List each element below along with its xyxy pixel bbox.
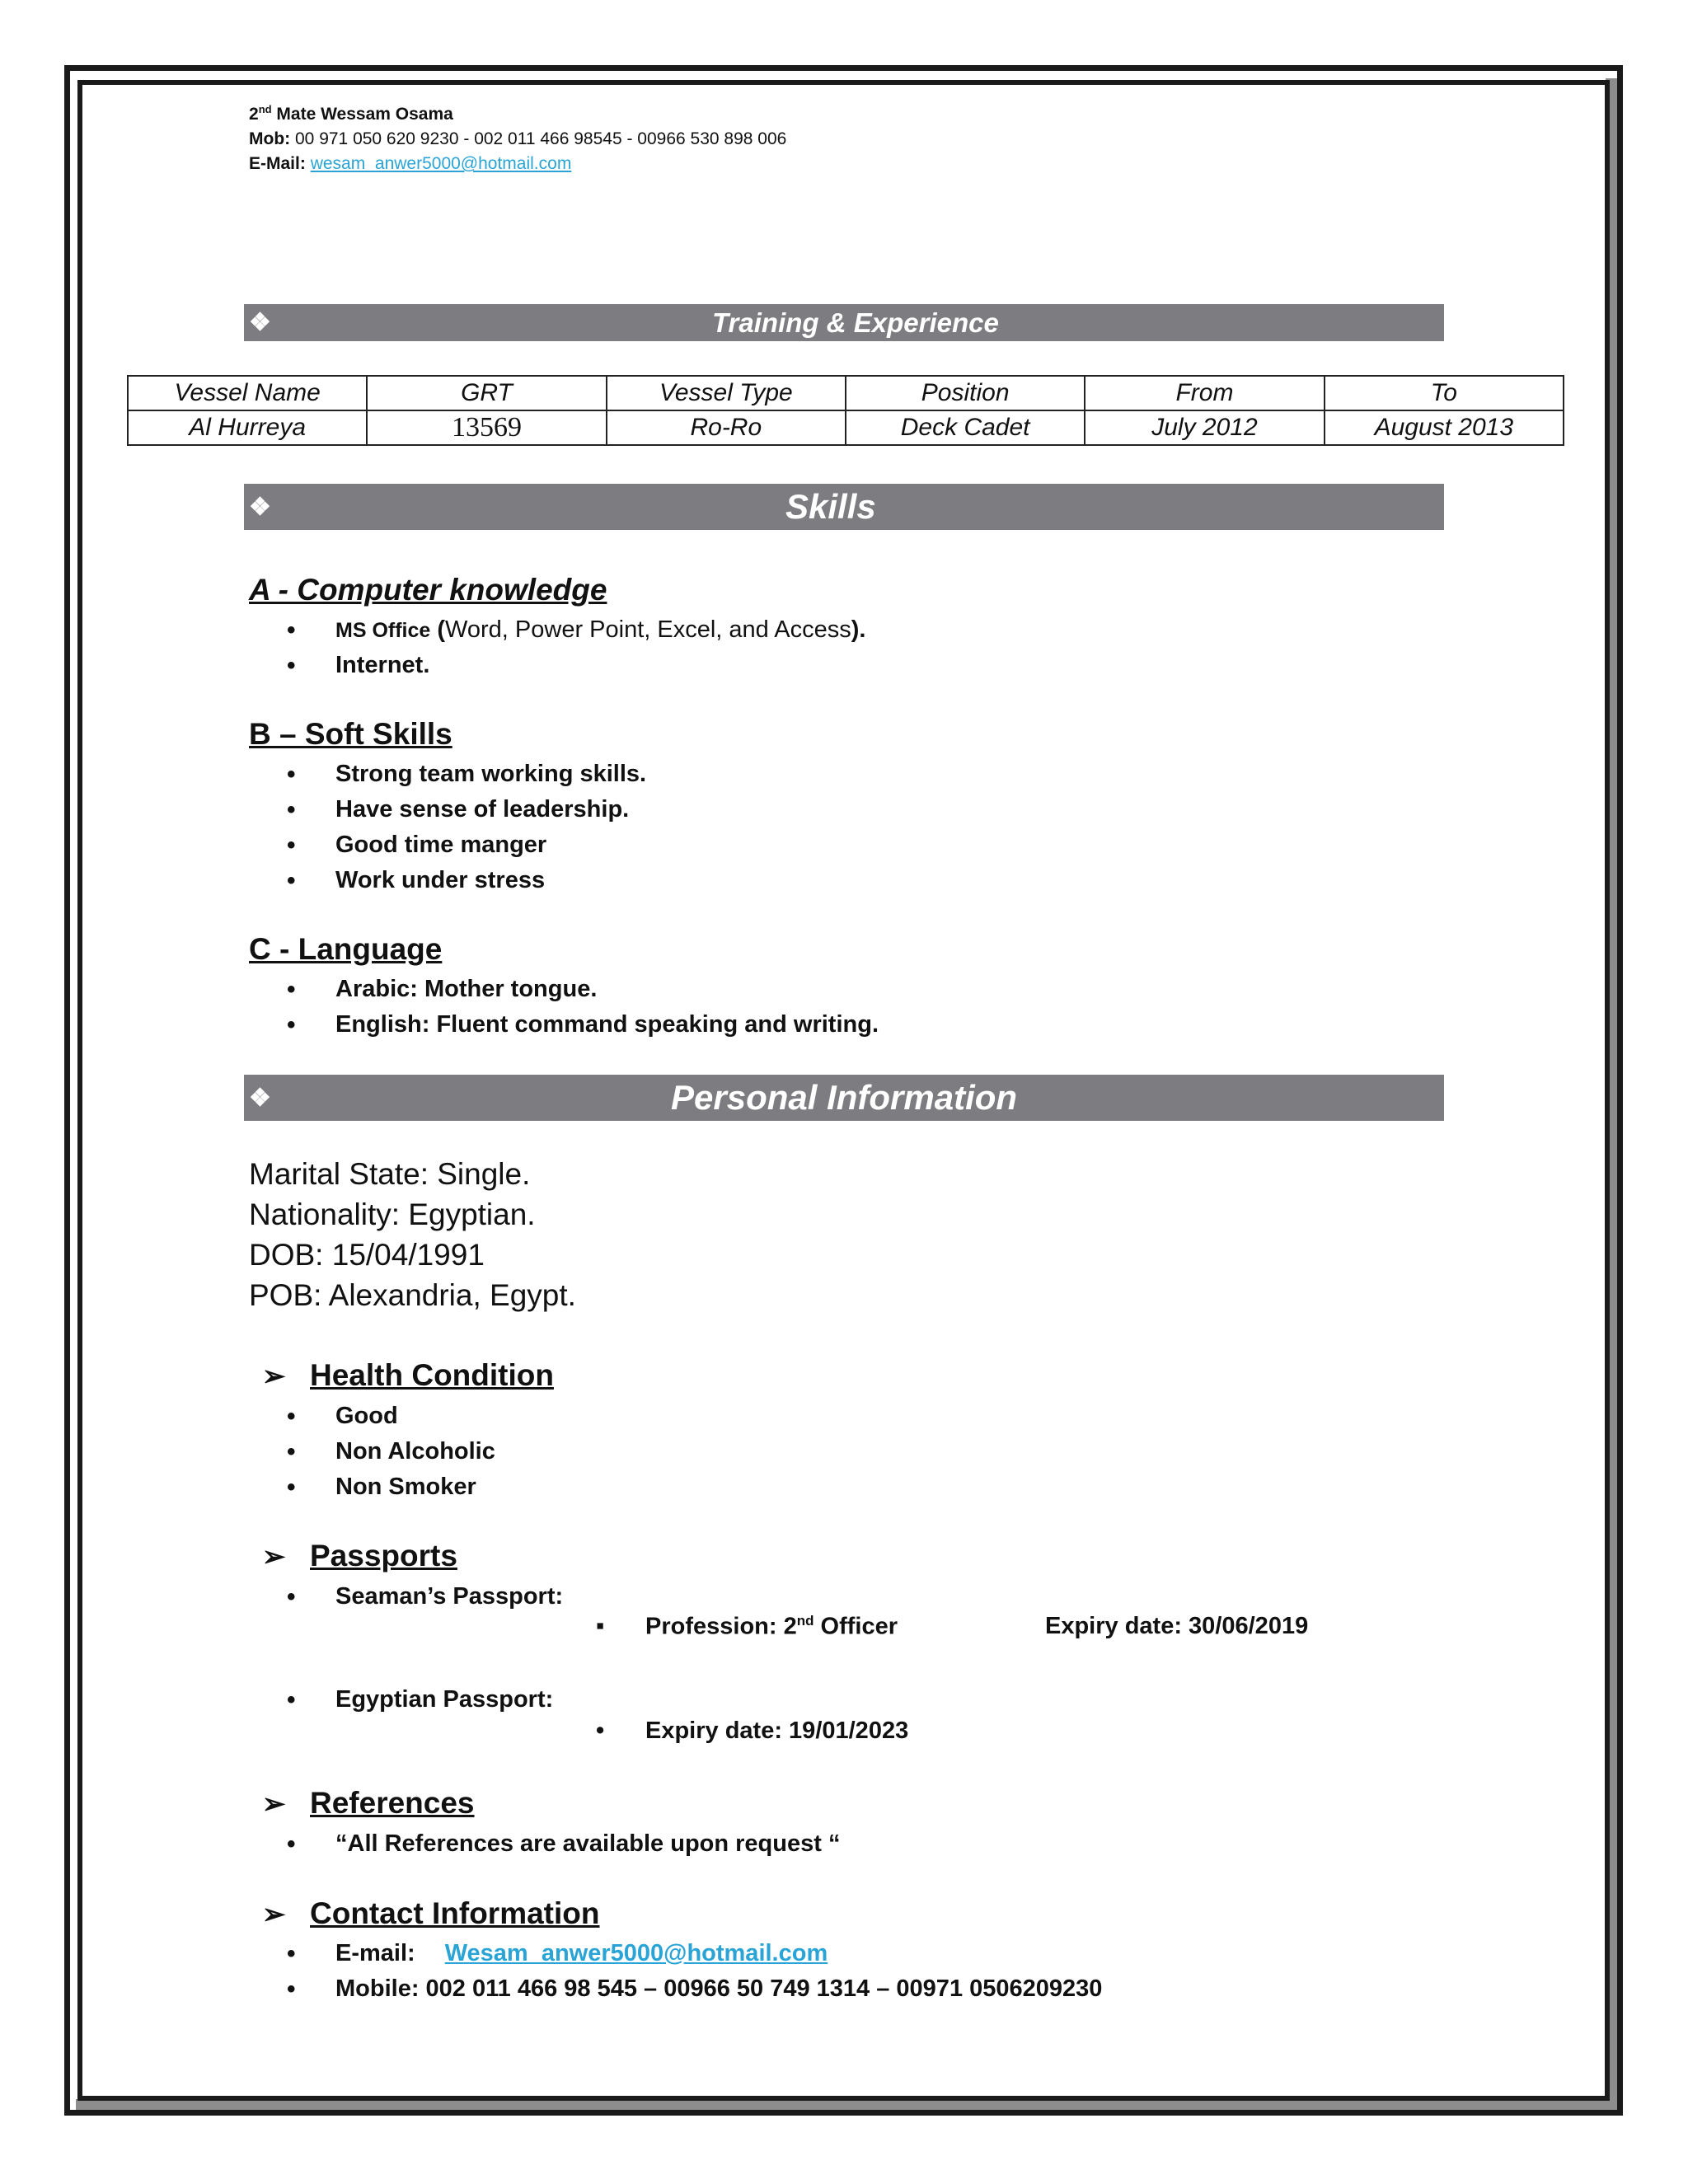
table-row [128, 410, 1564, 445]
list-item: • Seaman’s Passport: [287, 1579, 563, 1615]
health-list [287, 1399, 495, 1505]
table-cell: August 2013 [1325, 410, 1564, 445]
references-heading [262, 1786, 475, 1821]
references-heading-text: References [310, 1786, 475, 1820]
passports-heading [262, 1539, 457, 1573]
health-heading-text: Health Condition [310, 1358, 554, 1392]
ms-close-paren: ). [851, 616, 866, 643]
section-title-training: Training & Experience [712, 307, 999, 338]
place-of-birth: POB: Alexandria, Egypt. [249, 1278, 576, 1312]
mob-label: Mob: [249, 129, 291, 148]
egyptian-expiry: Expiry date: 19/01/2023 [645, 1718, 909, 1744]
arrow-icon: ➢ [262, 1788, 286, 1820]
list-item: • Mobile: 002 011 466 98 545 – 00966 50 749 1314 – 00971 0506209230 [287, 1971, 1102, 2007]
table-header-cell: To [1325, 376, 1564, 410]
table-header-cell: Vessel Name [128, 376, 367, 410]
table-header-cell: Vessel Type [607, 376, 846, 410]
profession-sup: nd [796, 1613, 814, 1629]
email-label: E-Mail: [249, 154, 306, 173]
table-header-cell: From [1085, 376, 1324, 410]
list-item: • Egyptian Passport: [287, 1682, 553, 1718]
health-heading [262, 1358, 554, 1393]
ms-office-label: MS Office [335, 619, 431, 642]
list-item: • Work under stress [287, 863, 646, 898]
marital-state: Marital State: Single. [249, 1157, 531, 1191]
diamond-icon: ❖ [249, 1084, 271, 1112]
list-item: • Internet. [287, 648, 865, 683]
rank-suffix: nd [258, 103, 272, 115]
diamond-icon: ❖ [249, 309, 271, 336]
language-heading: C - Language [249, 932, 443, 966]
contact-email-link[interactable]: Wesam_anwer5000@hotmail.com [444, 1940, 828, 1966]
soft-skills-heading: B – Soft Skills [249, 717, 452, 751]
egyptian-passport-item [287, 1682, 553, 1718]
header-name-line [249, 97, 786, 127]
references-list [287, 1826, 840, 1862]
arrow-icon: ➢ [262, 1361, 286, 1392]
table-cell: Ro-Ro [607, 410, 846, 445]
list-item: • Non Alcoholic [287, 1434, 495, 1469]
contact-list [287, 1936, 1102, 2007]
arrow-icon: ➢ [262, 1899, 286, 1930]
list-item [287, 1936, 1102, 1971]
seaman-passport-item [287, 1579, 563, 1615]
seaman-expiry: Expiry date: 30/06/2019 [1045, 1613, 1309, 1639]
arrow-icon: ➢ [262, 1541, 286, 1572]
square-bullet-icon: ▪ [596, 1613, 605, 1639]
list-item: • Have sense of leadership. [287, 792, 646, 827]
header-email-link[interactable]: wesam_anwer5000@hotmail.com [310, 154, 572, 173]
nationality: Nationality: Egyptian. [249, 1197, 536, 1231]
list-item: • Arabic: Mother tongue. [287, 972, 879, 1007]
list-item: • Non Smoker [287, 1469, 495, 1505]
table-cell: Al Hurreya [128, 410, 367, 445]
table-cell: Deck Cadet [846, 410, 1085, 445]
header-name: Mate Wessam Osama [276, 105, 453, 124]
soft-skills-list [287, 757, 646, 898]
profession-suffix: Officer [814, 1613, 898, 1640]
section-bar-training [244, 304, 1444, 341]
computer-list [287, 612, 865, 683]
table-header-cell: GRT [367, 376, 606, 410]
language-list [287, 972, 879, 1043]
list-item: • Good [287, 1399, 495, 1434]
mob-value: 00 971 050 620 9230 - 002 011 466 98545 - 00966 530 898 006 [295, 129, 787, 148]
profession-line [645, 1613, 898, 1641]
table-header-cell: Position [846, 376, 1085, 410]
contact-email-label: E-mail: [335, 1940, 415, 1966]
section-title-personal: Personal Information [671, 1078, 1018, 1117]
contact-heading-text: Contact Information [310, 1896, 600, 1930]
contact-header [249, 97, 786, 176]
table-header-row [128, 376, 1564, 410]
table-cell: July 2012 [1085, 410, 1324, 445]
computer-heading: A - Computer knowledge [249, 573, 607, 607]
date-of-birth: DOB: 15/04/1991 [249, 1238, 485, 1272]
header-mobile-line [249, 127, 786, 152]
table-cell: 13569 [367, 410, 606, 445]
section-title-skills: Skills [785, 487, 876, 526]
ms-office-apps: Word, Power Point, Excel, and Access [445, 616, 851, 643]
passports-heading-text: Passports [310, 1539, 457, 1572]
ms-open-paren: ( [437, 616, 446, 643]
vessel-table [127, 375, 1564, 446]
personal-details [249, 1154, 576, 1315]
list-item: • “All References are available upon request “ [287, 1826, 840, 1862]
rank-number: 2 [249, 105, 259, 124]
list-item: • Good time manger [287, 827, 646, 863]
list-item: • Strong team working skills. [287, 757, 646, 792]
contact-heading [262, 1896, 599, 1931]
header-email-line [249, 152, 786, 176]
section-bar-skills [244, 484, 1444, 530]
bullet-icon: • [596, 1718, 605, 1744]
diamond-icon: ❖ [249, 493, 271, 521]
profession-prefix: Profession: 2 [645, 1613, 797, 1640]
list-item [287, 612, 865, 648]
list-item: • English: Fluent command speaking and writing. [287, 1007, 879, 1043]
section-bar-personal [244, 1075, 1444, 1121]
